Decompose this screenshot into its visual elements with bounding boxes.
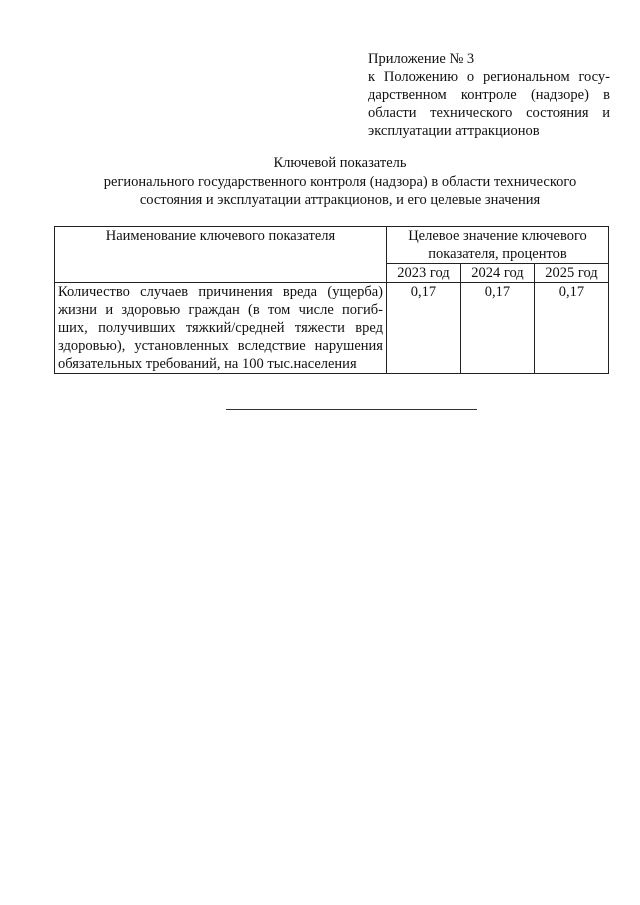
appendix-note	[368, 50, 610, 140]
appendix-line: Приложение № 3	[368, 51, 475, 67]
description-line: обязательных требований, на 100 тыс.населения	[58, 356, 357, 372]
header-year: 2023 год	[386, 264, 460, 283]
appendix-line: эксплуатации аттракционов	[368, 123, 540, 139]
appendix-line: дарственном контроле (надзоре) в	[368, 87, 610, 103]
title-line: Ключевой показатель	[273, 155, 407, 171]
value-2023: 0,17	[386, 283, 460, 374]
title-line: регионального государственного контроля (надзора) в области технического	[103, 173, 577, 190]
kpi-table	[54, 226, 609, 374]
document-title	[60, 154, 620, 210]
table-row	[55, 283, 609, 374]
appendix-line: к Положению о региональном госу-	[368, 69, 610, 85]
indicator-description	[55, 283, 387, 374]
end-divider	[226, 409, 477, 410]
header-year: 2025 год	[534, 264, 608, 283]
value-2024: 0,17	[460, 283, 534, 374]
header-target-value	[386, 227, 608, 264]
appendix-line: области технического состояния и	[368, 105, 610, 121]
header-year: 2024 год	[460, 264, 534, 283]
header-target-line: показателя, процентов	[428, 246, 567, 262]
description-line: ших, получивших тяжкий/средней тяжести вред	[58, 320, 383, 336]
description-line: Количество случаев причинения вреда (ущерба)	[58, 284, 383, 300]
description-line: здоровью), установленных вследствие нарушения	[58, 338, 383, 354]
title-line: состояния и эксплуатации аттракционов, и его целевые значения	[139, 192, 541, 208]
description-line: жизни и здоровью граждан (в том числе погиб-	[58, 302, 383, 318]
table-header-row	[55, 227, 609, 264]
value-2025: 0,17	[534, 283, 608, 374]
header-indicator-name: Наименование ключевого показателя	[55, 227, 387, 283]
header-target-line: Целевое значение ключевого	[408, 228, 587, 244]
